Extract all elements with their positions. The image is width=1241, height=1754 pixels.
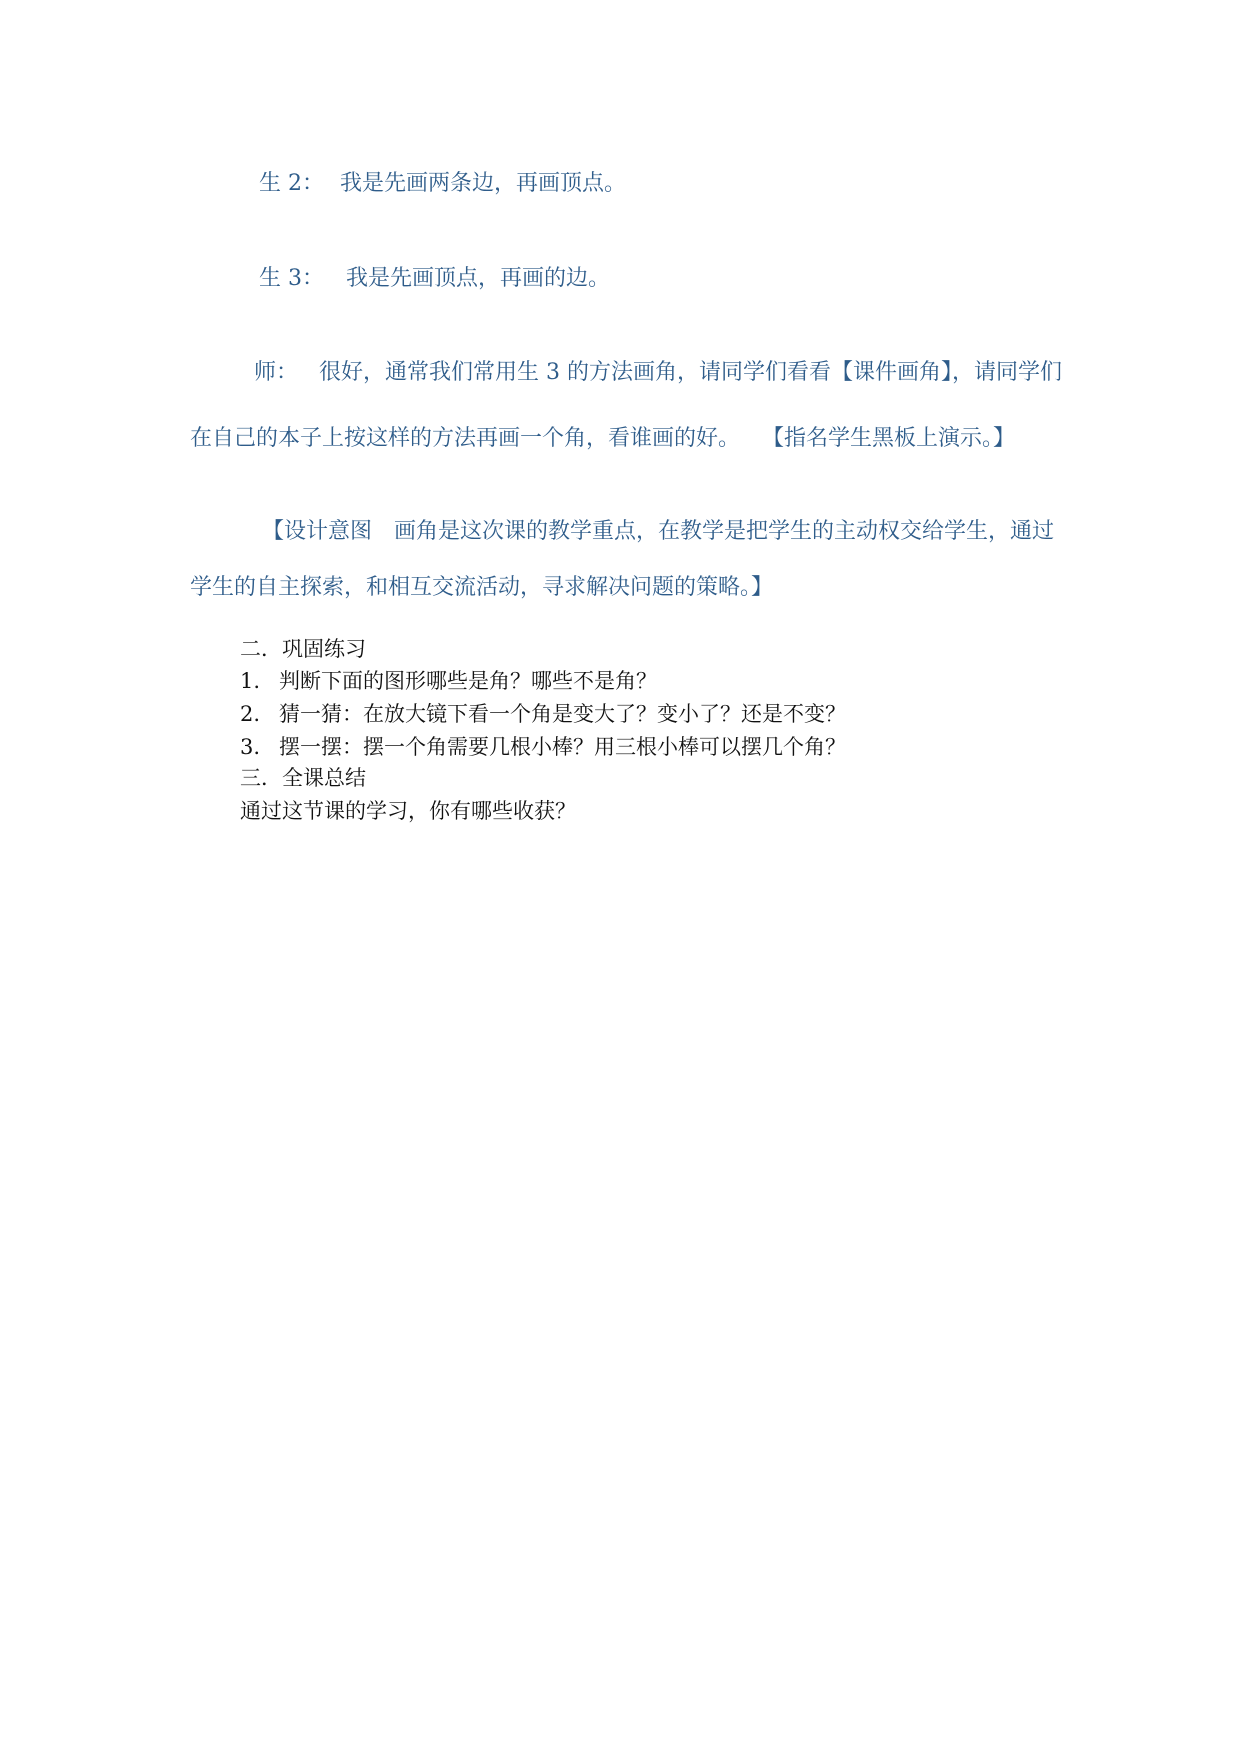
list-item-text: 摆一摆：摆一个角需要几根小棒？用三根小棒可以摆几个角？ bbox=[279, 735, 846, 759]
section-heading: 二．巩固练习 bbox=[240, 637, 366, 661]
design-intent-text-1: 画角是这次课的教学重点，在教学是把学生的主动权交给学生，通过 bbox=[394, 519, 1055, 544]
practice-heading-line bbox=[0, 639, 1241, 665]
teacher-text-1: 很好，通常我们常用生 3 的方法画角，请同学们看看【课件画角】，请同学们 bbox=[319, 360, 1062, 385]
design-intent-text-2: 学生的自主探索，和相互交流活动，寻求解决问题的策略。】 bbox=[190, 575, 774, 600]
section-heading: 三．全课总结 bbox=[240, 766, 366, 790]
list-item bbox=[0, 737, 1241, 763]
teacher-line-1 bbox=[0, 362, 1241, 388]
list-item bbox=[0, 671, 1241, 697]
dialogue-text: 我是先画顶点，再画的边。 bbox=[346, 266, 611, 291]
teacher-stage-note: 【指名学生黑板上演示。】 bbox=[762, 426, 1016, 451]
design-intent-label: 【设计意图 bbox=[262, 519, 373, 544]
summary-text: 通过这节课的学习，你有哪些收获？ bbox=[240, 799, 576, 823]
dialogue-text: 我是先画两条边，再画顶点。 bbox=[340, 171, 627, 196]
list-item-text: 判断下面的图形哪些是角？哪些不是角？ bbox=[279, 669, 657, 693]
speaker-label: 生 2： bbox=[259, 171, 324, 196]
teacher-text-2: 在自己的本子上按这样的方法再画一个角，看谁画的好。 bbox=[190, 426, 741, 451]
speaker-label: 生 3： bbox=[259, 266, 324, 291]
dialogue-line-student-3 bbox=[0, 268, 1241, 294]
summary-text-line bbox=[0, 801, 1241, 827]
list-item-text: 猜一猜：在放大镜下看一个角是变大了？变小了？还是不变？ bbox=[279, 702, 846, 726]
list-item-number: 2. bbox=[240, 702, 261, 726]
list-item-number: 3. bbox=[240, 735, 261, 759]
teacher-speaker-label: 师： bbox=[254, 360, 299, 385]
list-item-number: 1. bbox=[240, 669, 261, 693]
summary-heading-line bbox=[0, 768, 1241, 794]
design-intent-line-1 bbox=[0, 521, 1241, 547]
list-item bbox=[0, 704, 1241, 730]
design-intent-line-2 bbox=[0, 577, 1241, 603]
teacher-line-2 bbox=[0, 428, 1241, 454]
dialogue-line-student-2 bbox=[0, 173, 1241, 199]
